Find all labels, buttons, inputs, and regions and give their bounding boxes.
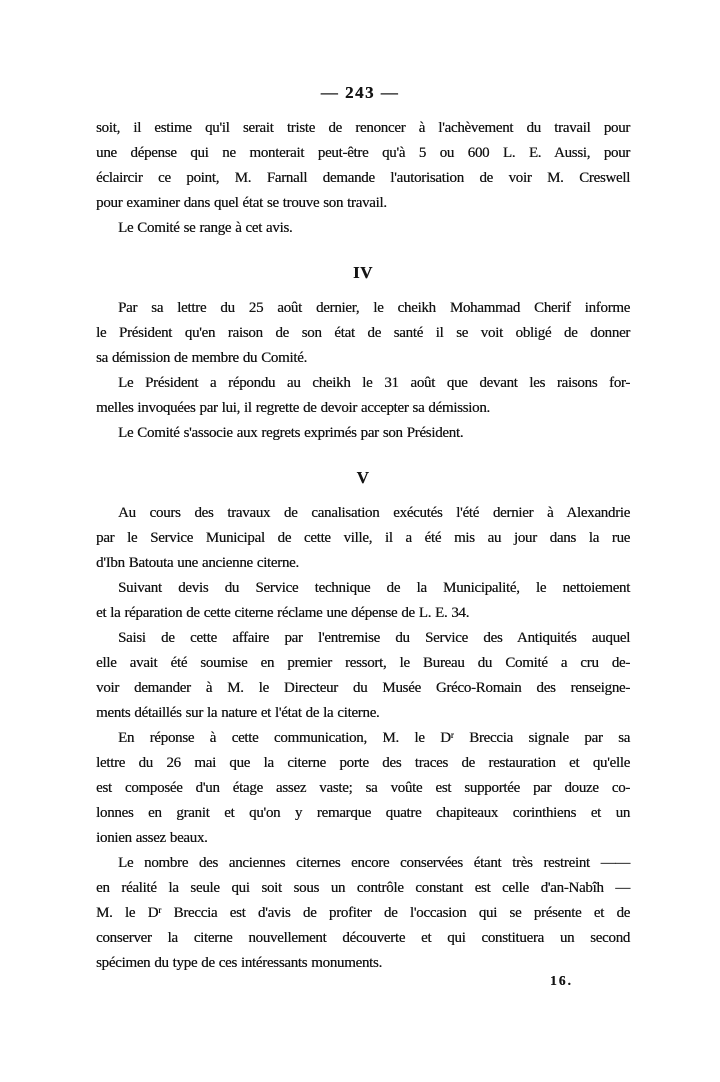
intro-continuation-block	[96, 116, 630, 241]
text-line: melles invoquées par lui, il regrette de devoir accepter sa démission.	[96, 400, 490, 416]
text-line: En réponse à cette communication, M. le Dʳ Breccia signale par sa	[118, 730, 630, 746]
text-line: conserver la citerne nouvellement découverte et qui constituera un second	[96, 930, 630, 946]
text-line: le Président qu'en raison de son état de santé il se voit obligé de donner	[96, 325, 630, 341]
text-line: est composée d'un étage assez vaste; sa voûte est supportée par douze co-	[96, 780, 630, 796]
text-line: Suivant devis du Service technique de la Municipalité, le nettoiement	[118, 580, 630, 596]
page-number: — 243 —	[320, 83, 400, 102]
text-line: sa démission de membre du Comité.	[96, 350, 307, 366]
text-line: Saisi de cette affaire par l'entremise du Service des Antiquités auquel	[118, 630, 630, 646]
text-line: voir demander à M. le Directeur du Musée Gréco-Romain des renseigne-	[96, 680, 630, 696]
text-line: Le nombre des anciennes citernes encore conservées étant très restreint ——	[118, 855, 630, 871]
printer-signature-mark: 16.	[550, 973, 573, 988]
text-line: Le Comité s'associe aux regrets exprimés par son Président.	[118, 425, 464, 441]
text-line: Le Président a répondu au cheikh le 31 août que devant les raisons for-	[118, 375, 630, 391]
paragraph	[96, 371, 630, 421]
text-line: elle avait été soumise en premier ressort, le Bureau du Comité a cru de-	[96, 655, 630, 671]
text-line: ments détaillés sur la nature et l'état de la citerne.	[96, 705, 380, 721]
paragraph	[96, 626, 630, 726]
section-iv	[96, 260, 630, 446]
section-v-paragraphs	[96, 501, 630, 976]
text-line: Par sa lettre du 25 août dernier, le cheikh Mohammad Cherif informe	[118, 300, 630, 316]
text-line: pour examiner dans quel état se trouve son travail.	[96, 195, 387, 211]
text-line: éclaircir ce point, M. Farnall demande l'autorisation de voir M. Creswell	[96, 170, 630, 186]
section-iv-paragraphs	[96, 296, 630, 446]
paragraph	[96, 726, 630, 851]
paragraph	[96, 576, 630, 626]
paragraph	[96, 501, 630, 576]
text-line: Au cours des travaux de canalisation exécutés l'été dernier à Alexandrie	[118, 505, 630, 521]
text-line: et la réparation de cette citerne réclame une dépense de L. E. 34.	[96, 605, 470, 621]
section-v	[96, 465, 630, 976]
text-line: en réalité la seule qui soit sous un contrôle constant est celle d'an-Nabîh —	[96, 880, 630, 896]
paragraph	[96, 851, 630, 976]
text-line: Le Comité se range à cet avis.	[118, 220, 293, 236]
section-iv-heading: IV	[353, 263, 373, 282]
text-line: soit, il estime qu'il serait triste de renoncer à l'achèvement du travail pour	[96, 120, 630, 136]
text-line: lettre du 26 mai que la citerne porte des traces de restauration et qu'elle	[96, 755, 630, 771]
paragraph	[96, 421, 630, 446]
paragraph	[96, 296, 630, 371]
text-line: une dépense qui ne monterait peut-être qu'à 5 ou 600 L. E. Aussi, pour	[96, 145, 630, 161]
text-line: d'Ibn Batouta une ancienne citerne.	[96, 555, 299, 571]
section-v-heading: V	[356, 468, 370, 487]
text-line: M. le Dʳ Breccia est d'avis de profiter de l'occasion qui se présente et de	[96, 905, 630, 921]
text-line: par le Service Municipal de cette ville, il a été mis au jour dans la rue	[96, 530, 630, 546]
text-line: spécimen du type de ces intéressants monuments.	[96, 955, 382, 971]
paragraph	[96, 116, 630, 216]
text-line: ionien assez beaux.	[96, 830, 208, 846]
page-body	[96, 116, 630, 976]
paragraph	[96, 216, 630, 241]
text-line: lonnes en granit et qu'on y remarque quatre chapiteaux corinthiens et un	[96, 805, 630, 821]
